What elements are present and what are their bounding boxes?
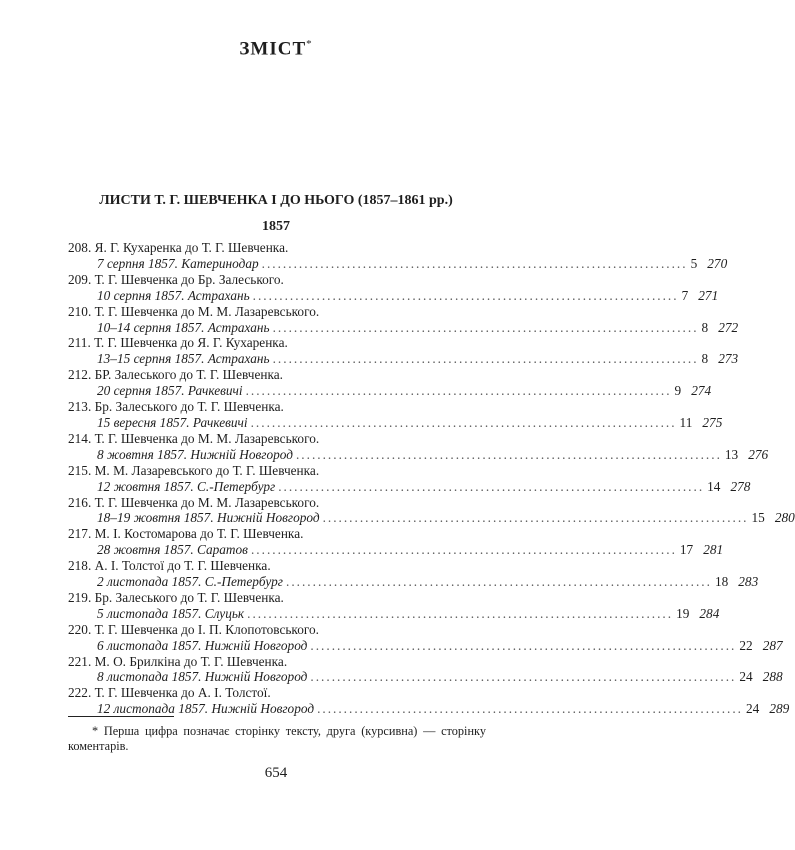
comment-page-number: 289: [769, 701, 790, 717]
entry-number: 222.: [68, 685, 92, 701]
comment-page-number: 276: [748, 446, 769, 462]
comment-page-number: 272: [718, 319, 739, 335]
leader-dots: ................................................................................: [278, 478, 705, 494]
entry-number: 215.: [68, 462, 92, 478]
entry-number: 218.: [68, 558, 92, 574]
toc-entry-details: [68, 351, 739, 367]
entry-title: Бр. Залеського до Т. Г. Шевченка.: [94, 399, 284, 415]
text-page-number: 8: [701, 351, 709, 367]
entry-date-place: 8 листопада 1857. Нижній Новгород: [97, 669, 308, 685]
text-page-number: 5: [690, 255, 698, 271]
entry-title: М. О. Брилкіна до Т. Г. Шевченка.: [94, 653, 288, 669]
page-title: [0, 38, 552, 60]
year-heading: 1857: [262, 219, 290, 234]
toc-entry-details: [68, 478, 751, 495]
entry-number: 209.: [68, 271, 92, 287]
text-page-number: 14: [707, 478, 721, 494]
leader-dots: ................................................................................: [310, 669, 737, 685]
toc-entry-heading: [68, 622, 486, 638]
toc-entry: [68, 462, 751, 495]
toc-entry-details: [68, 287, 719, 304]
leader-dots: ................................................................................: [272, 351, 699, 367]
leader-dots: ................................................................................: [247, 605, 674, 621]
text-page-number: 19: [676, 605, 690, 621]
entry-number: 211.: [68, 335, 91, 351]
toc-entry-details: [68, 605, 720, 622]
entry-date-place: 6 листопада 1857. Нижній Новгород: [97, 637, 308, 653]
toc-entry: [68, 271, 719, 304]
toc-entry-details: [68, 701, 790, 717]
entry-title: Бр. Залеського до Т. Г. Шевченка.: [94, 589, 284, 605]
entry-number: 214.: [68, 430, 92, 446]
toc-entry-details: [68, 414, 723, 431]
entry-title: Т. Г. Шевченка до Бр. Залеського.: [94, 271, 284, 287]
toc-entry: [68, 526, 724, 558]
entry-title: Т. Г. Шевченка до М. М. Лазаревського.: [94, 303, 320, 319]
toc-entry: [68, 303, 739, 336]
comment-page-number: 280: [774, 510, 795, 526]
leader-dots: ................................................................................: [272, 319, 699, 335]
comment-page-number: 274: [691, 383, 712, 399]
leader-dots: ................................................................................: [250, 414, 677, 430]
toc-entry-heading: [68, 463, 486, 479]
text-page-number: 11: [679, 414, 693, 430]
text-page-number: 7: [681, 287, 689, 303]
title-text: ЗМІСТ: [239, 38, 307, 60]
entry-date-place: 2 листопада 1857. С.-Петербург: [97, 574, 283, 590]
toc-entry-details: [68, 383, 712, 399]
entry-date-place: 13–15 серпня 1857. Астрахань: [97, 351, 270, 367]
text-page-number: 17: [679, 542, 694, 558]
entry-date-place: 20 серпня 1857. Рачкевичі: [97, 383, 243, 399]
entry-date-place: 18–19 жовтня 1857. Нижній Новгород: [97, 510, 320, 526]
toc-entry: [68, 430, 769, 463]
toc-entry-heading: [68, 558, 486, 574]
entry-date-place: 15 вересня 1857. Рачкевичі: [97, 414, 248, 430]
toc-entry: [68, 589, 720, 622]
text-page-number: 13: [724, 446, 739, 462]
toc-entry-details: [68, 574, 759, 590]
section-heading: ЛИСТИ Т. Г. ШЕВЧЕНКА І ДО НЬОГО (1857–1861 рр.): [99, 193, 453, 208]
entry-date-place: 12 жовтня 1857. С.-Петербург: [97, 478, 276, 494]
toc-entry-heading: [68, 272, 486, 288]
text-page-number: 15: [751, 510, 765, 526]
toc-entry: [68, 240, 728, 272]
text-page-number: 24: [746, 701, 760, 717]
page-number: 654: [264, 765, 288, 781]
toc-entry-heading: [68, 590, 486, 606]
entry-title: М. І. Костомарова до Т. Г. Шевченка.: [94, 526, 304, 542]
footnote-divider: [68, 716, 174, 717]
leader-dots: ................................................................................: [250, 542, 677, 558]
entry-title: А. І. Толстої до Т. Г. Шевченка.: [94, 558, 271, 574]
text-page-number: 8: [701, 319, 709, 335]
leader-dots: ................................................................................: [286, 574, 712, 590]
text-page-number: 18: [714, 574, 729, 590]
entry-date-place: 12 листопада 1857. Нижній Новгород: [97, 701, 315, 717]
toc-entry-heading: [68, 495, 486, 511]
text-page-number: 24: [739, 669, 753, 685]
comment-page-number: 288: [762, 669, 783, 685]
toc-entry: [68, 399, 723, 431]
entry-number: 219.: [68, 589, 92, 605]
entry-title: Т. Г. Шевченка до М. М. Лазаревського.: [94, 430, 320, 446]
comment-page-number: 278: [730, 478, 751, 494]
entry-title: Т. Г. Шевченка до Я. Г. Кухаренка.: [94, 335, 288, 351]
comment-page-number: 284: [699, 605, 720, 621]
entry-number: 220.: [68, 621, 92, 637]
entry-number: 212.: [68, 367, 92, 383]
toc-entry-heading: [68, 399, 486, 415]
leader-dots: ................................................................................: [310, 637, 737, 653]
toc-entry: [68, 558, 759, 590]
leader-dots: ................................................................................: [261, 255, 688, 271]
comment-page-number: 271: [698, 287, 719, 303]
entry-number: 221.: [68, 653, 92, 669]
toc-entry-details: [68, 255, 728, 272]
comment-page-number: 287: [762, 637, 783, 653]
comment-page-number: 270: [707, 255, 728, 271]
entry-title: Т. Г. Шевченка до А. І. Толстої.: [94, 685, 271, 701]
toc-entry-details: [68, 669, 783, 685]
toc-entry-details: [68, 542, 724, 558]
toc-entry-details: [68, 510, 795, 526]
text-page-number: 9: [674, 383, 682, 399]
toc-entry: [68, 367, 712, 399]
entry-date-place: 28 жовтня 1857. Саратов: [97, 542, 248, 558]
entry-number: 208.: [68, 240, 92, 255]
toc-entry-heading: [68, 526, 486, 542]
leader-dots: ................................................................................: [322, 510, 749, 526]
entry-title: М. М. Лазаревського до Т. Г. Шевченка.: [94, 462, 320, 478]
toc-entry: [68, 621, 783, 654]
toc-entry: [68, 653, 783, 686]
toc-entry-heading: [68, 304, 486, 320]
leader-dots: ................................................................................: [317, 701, 743, 717]
entry-date-place: 8 жовтня 1857. Нижній Новгород: [97, 446, 293, 462]
entry-date-place: 5 листопада 1857. Слуцьк: [97, 605, 245, 621]
toc-entry: [68, 685, 790, 717]
toc-entry-heading: [68, 240, 486, 256]
toc-entry-heading: [68, 685, 486, 701]
entry-number: 217.: [68, 526, 92, 542]
entry-title: Т. Г. Шевченка до І. П. Клопотовського.: [94, 621, 319, 637]
toc-entry-heading: [68, 431, 486, 447]
toc-entry-details: [68, 637, 783, 654]
toc-entry-heading: [68, 335, 486, 351]
comment-page-number: 275: [702, 414, 723, 430]
entry-title: Я. Г. Кухаренка до Т. Г. Шевченка.: [94, 240, 289, 255]
toc-entry-heading: [68, 654, 486, 670]
entry-number: 216.: [68, 494, 92, 510]
entry-date-place: 7 серпня 1857. Катеринодар: [97, 255, 259, 271]
comment-page-number: 283: [738, 574, 759, 590]
toc-entry-details: [68, 446, 769, 463]
toc-entry: [68, 335, 739, 367]
comment-page-number: 281: [703, 542, 724, 558]
entry-title: Т. Г. Шевченка до М. М. Лазаревського.: [94, 494, 320, 510]
leader-dots: ................................................................................: [252, 287, 679, 303]
entry-title: БР. Залеського до Т. Г. Шевченка.: [94, 367, 283, 383]
footnote-mark: *: [306, 38, 313, 50]
entry-date-place: 10 серпня 1857. Астрахань: [97, 287, 250, 303]
leader-dots: ................................................................................: [295, 446, 722, 462]
footnote: * Перша цифра позначає сторінку тексту, друга (курсивна) — сторінку коментарів.: [68, 724, 486, 753]
toc-entry: [68, 494, 795, 527]
toc-entry-heading: [68, 367, 486, 383]
entry-date-place: 10–14 серпня 1857. Астрахань: [97, 319, 270, 335]
entry-number: 210.: [68, 303, 92, 319]
toc-list: [68, 240, 795, 717]
comment-page-number: 273: [718, 351, 739, 367]
text-page-number: 22: [739, 637, 753, 653]
leader-dots: ................................................................................: [245, 383, 672, 399]
entry-number: 213.: [68, 399, 92, 415]
toc-entry-details: [68, 319, 739, 336]
